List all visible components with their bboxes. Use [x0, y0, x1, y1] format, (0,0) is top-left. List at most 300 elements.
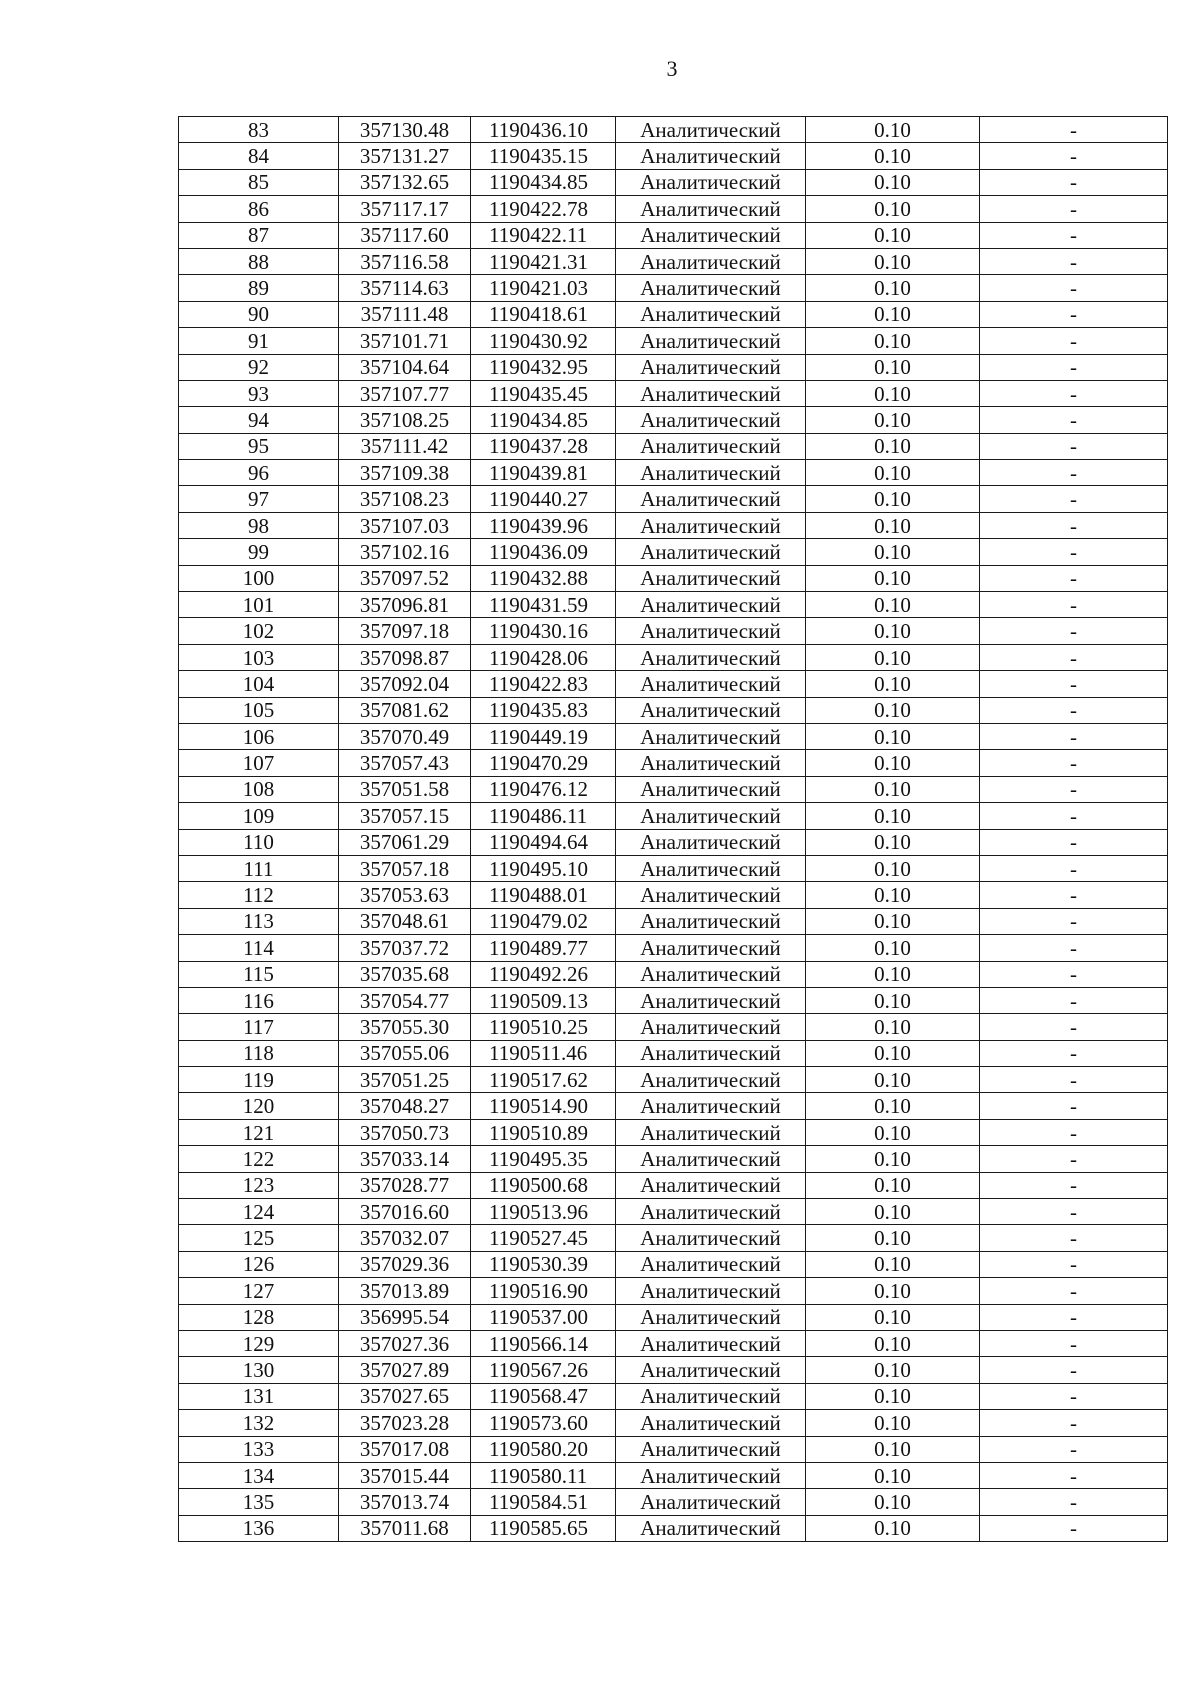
cell-point-number: 98 [179, 512, 339, 538]
cell-method: Аналитический [616, 196, 806, 222]
cell-coord-x: 357098.87 [339, 644, 471, 670]
cell-point-number: 115 [179, 961, 339, 987]
cell-note: - [980, 1278, 1168, 1304]
cell-coord-x: 357111.42 [339, 433, 471, 459]
cell-coord-y: 1190511.46 [471, 1040, 616, 1066]
cell-accuracy: 0.10 [806, 407, 980, 433]
cell-point-number: 134 [179, 1462, 339, 1488]
cell-coord-y: 1190436.10 [471, 117, 616, 143]
cell-coord-x: 357032.07 [339, 1225, 471, 1251]
cell-coord-x: 357096.81 [339, 592, 471, 618]
cell-coord-y: 1190580.20 [471, 1436, 616, 1462]
cell-method: Аналитический [616, 1489, 806, 1515]
cell-coord-x: 357108.25 [339, 407, 471, 433]
cell-accuracy: 0.10 [806, 671, 980, 697]
cell-accuracy: 0.10 [806, 565, 980, 591]
cell-method: Аналитический [616, 697, 806, 723]
cell-point-number: 131 [179, 1383, 339, 1409]
cell-coord-y: 1190434.85 [471, 407, 616, 433]
table-row [179, 987, 1168, 1013]
cell-note: - [980, 1093, 1168, 1119]
coordinates-table [178, 116, 1168, 1542]
table-row [179, 592, 1168, 618]
cell-coord-y: 1190514.90 [471, 1093, 616, 1119]
cell-note: - [980, 908, 1168, 934]
cell-coord-x: 357028.77 [339, 1172, 471, 1198]
cell-coord-y: 1190527.45 [471, 1225, 616, 1251]
cell-method: Аналитический [616, 723, 806, 749]
cell-note: - [980, 486, 1168, 512]
table-row [179, 671, 1168, 697]
table-row [179, 1436, 1168, 1462]
cell-accuracy: 0.10 [806, 855, 980, 881]
cell-coord-y: 1190434.85 [471, 169, 616, 195]
cell-accuracy: 0.10 [806, 750, 980, 776]
cell-accuracy: 0.10 [806, 1146, 980, 1172]
cell-accuracy: 0.10 [806, 117, 980, 143]
table-row [179, 1462, 1168, 1488]
cell-coord-y: 1190435.15 [471, 143, 616, 169]
cell-coord-x: 357107.03 [339, 512, 471, 538]
table-row [179, 1515, 1168, 1541]
cell-coord-y: 1190584.51 [471, 1489, 616, 1515]
cell-coord-y: 1190517.62 [471, 1067, 616, 1093]
cell-accuracy: 0.10 [806, 1199, 980, 1225]
cell-method: Аналитический [616, 987, 806, 1013]
cell-note: - [980, 1172, 1168, 1198]
cell-accuracy: 0.10 [806, 275, 980, 301]
cell-accuracy: 0.10 [806, 248, 980, 274]
table-row [179, 961, 1168, 987]
cell-coord-y: 1190439.96 [471, 512, 616, 538]
cell-note: - [980, 1199, 1168, 1225]
table-row [179, 1489, 1168, 1515]
cell-method: Аналитический [616, 1515, 806, 1541]
cell-coord-x: 357015.44 [339, 1462, 471, 1488]
cell-coord-x: 357111.48 [339, 301, 471, 327]
cell-method: Аналитический [616, 512, 806, 538]
cell-accuracy: 0.10 [806, 169, 980, 195]
cell-note: - [980, 829, 1168, 855]
table-row [179, 697, 1168, 723]
table-row [179, 222, 1168, 248]
cell-coord-y: 1190428.06 [471, 644, 616, 670]
cell-method: Аналитический [616, 1225, 806, 1251]
cell-coord-y: 1190430.16 [471, 618, 616, 644]
cell-coord-x: 357027.89 [339, 1357, 471, 1383]
cell-accuracy: 0.10 [806, 433, 980, 459]
cell-accuracy: 0.10 [806, 644, 980, 670]
cell-note: - [980, 196, 1168, 222]
table-row [179, 829, 1168, 855]
cell-note: - [980, 1014, 1168, 1040]
cell-coord-x: 357130.48 [339, 117, 471, 143]
table-row [179, 1199, 1168, 1225]
cell-note: - [980, 328, 1168, 354]
table-row [179, 354, 1168, 380]
cell-point-number: 128 [179, 1304, 339, 1330]
cell-accuracy: 0.10 [806, 143, 980, 169]
cell-point-number: 135 [179, 1489, 339, 1515]
cell-note: - [980, 987, 1168, 1013]
cell-note: - [980, 1067, 1168, 1093]
cell-coord-x: 357035.68 [339, 961, 471, 987]
cell-coord-x: 357057.15 [339, 803, 471, 829]
cell-coord-x: 357027.36 [339, 1330, 471, 1356]
cell-method: Аналитический [616, 935, 806, 961]
cell-method: Аналитический [616, 143, 806, 169]
cell-coord-y: 1190432.88 [471, 565, 616, 591]
cell-method: Аналитический [616, 1410, 806, 1436]
cell-coord-x: 357117.60 [339, 222, 471, 248]
cell-coord-x: 357070.49 [339, 723, 471, 749]
cell-method: Аналитический [616, 565, 806, 591]
cell-coord-x: 357054.77 [339, 987, 471, 1013]
table-row [179, 460, 1168, 486]
cell-note: - [980, 1489, 1168, 1515]
table-row [179, 407, 1168, 433]
cell-accuracy: 0.10 [806, 1357, 980, 1383]
cell-point-number: 113 [179, 908, 339, 934]
cell-point-number: 132 [179, 1410, 339, 1436]
cell-coord-y: 1190509.13 [471, 987, 616, 1013]
cell-coord-y: 1190567.26 [471, 1357, 616, 1383]
table-row [179, 275, 1168, 301]
cell-method: Аналитический [616, 750, 806, 776]
table-row [179, 539, 1168, 565]
cell-point-number: 89 [179, 275, 339, 301]
cell-coord-x: 357029.36 [339, 1251, 471, 1277]
cell-note: - [980, 565, 1168, 591]
cell-note: - [980, 301, 1168, 327]
cell-note: - [980, 961, 1168, 987]
cell-coord-x: 357061.29 [339, 829, 471, 855]
cell-method: Аналитический [616, 855, 806, 881]
cell-point-number: 119 [179, 1067, 339, 1093]
cell-method: Аналитический [616, 908, 806, 934]
cell-accuracy: 0.10 [806, 935, 980, 961]
cell-note: - [980, 1146, 1168, 1172]
cell-coord-x: 357033.14 [339, 1146, 471, 1172]
cell-method: Аналитический [616, 1330, 806, 1356]
cell-note: - [980, 1383, 1168, 1409]
table-row [179, 1014, 1168, 1040]
cell-coord-y: 1190486.11 [471, 803, 616, 829]
table-row [179, 328, 1168, 354]
cell-note: - [980, 750, 1168, 776]
cell-coord-y: 1190430.92 [471, 328, 616, 354]
cell-method: Аналитический [616, 1172, 806, 1198]
table-row [179, 1093, 1168, 1119]
cell-coord-y: 1190422.11 [471, 222, 616, 248]
cell-point-number: 133 [179, 1436, 339, 1462]
cell-coord-x: 357013.89 [339, 1278, 471, 1304]
cell-point-number: 106 [179, 723, 339, 749]
cell-note: - [980, 380, 1168, 406]
cell-point-number: 88 [179, 248, 339, 274]
cell-coord-y: 1190436.09 [471, 539, 616, 565]
cell-accuracy: 0.10 [806, 723, 980, 749]
cell-coord-y: 1190488.01 [471, 882, 616, 908]
cell-accuracy: 0.10 [806, 1304, 980, 1330]
cell-coord-y: 1190495.10 [471, 855, 616, 881]
table-row [179, 803, 1168, 829]
cell-method: Аналитический [616, 486, 806, 512]
cell-coord-y: 1190421.03 [471, 275, 616, 301]
cell-coord-x: 357048.61 [339, 908, 471, 934]
cell-accuracy: 0.10 [806, 1040, 980, 1066]
cell-coord-y: 1190421.31 [471, 248, 616, 274]
cell-note: - [980, 671, 1168, 697]
table-row [179, 433, 1168, 459]
cell-accuracy: 0.10 [806, 829, 980, 855]
cell-accuracy: 0.10 [806, 1014, 980, 1040]
cell-coord-x: 357013.74 [339, 1489, 471, 1515]
cell-point-number: 95 [179, 433, 339, 459]
table-row [179, 1278, 1168, 1304]
cell-point-number: 107 [179, 750, 339, 776]
cell-coord-y: 1190585.65 [471, 1515, 616, 1541]
cell-method: Аналитический [616, 248, 806, 274]
cell-method: Аналитический [616, 1093, 806, 1119]
cell-method: Аналитический [616, 618, 806, 644]
cell-accuracy: 0.10 [806, 486, 980, 512]
cell-accuracy: 0.10 [806, 1067, 980, 1093]
table-row [179, 1225, 1168, 1251]
cell-coord-y: 1190432.95 [471, 354, 616, 380]
table-row [179, 1067, 1168, 1093]
cell-coord-x: 357057.18 [339, 855, 471, 881]
table-row [179, 776, 1168, 802]
cell-note: - [980, 1436, 1168, 1462]
cell-coord-x: 357102.16 [339, 539, 471, 565]
cell-note: - [980, 776, 1168, 802]
table-row [179, 380, 1168, 406]
cell-point-number: 96 [179, 460, 339, 486]
cell-point-number: 136 [179, 1515, 339, 1541]
cell-coord-y: 1190422.78 [471, 196, 616, 222]
cell-method: Аналитический [616, 380, 806, 406]
cell-method: Аналитический [616, 776, 806, 802]
cell-accuracy: 0.10 [806, 1383, 980, 1409]
cell-coord-x: 357109.38 [339, 460, 471, 486]
cell-accuracy: 0.10 [806, 1093, 980, 1119]
cell-coord-y: 1190431.59 [471, 592, 616, 618]
cell-coord-x: 357055.30 [339, 1014, 471, 1040]
cell-point-number: 84 [179, 143, 339, 169]
cell-point-number: 117 [179, 1014, 339, 1040]
cell-note: - [980, 1040, 1168, 1066]
cell-coord-x: 357132.65 [339, 169, 471, 195]
cell-coord-x: 357037.72 [339, 935, 471, 961]
cell-note: - [980, 935, 1168, 961]
cell-note: - [980, 1410, 1168, 1436]
cell-point-number: 87 [179, 222, 339, 248]
cell-note: - [980, 1515, 1168, 1541]
coordinates-table-body [179, 117, 1168, 1542]
cell-note: - [980, 222, 1168, 248]
cell-coord-y: 1190435.45 [471, 380, 616, 406]
cell-accuracy: 0.10 [806, 1251, 980, 1277]
cell-method: Аналитический [616, 671, 806, 697]
cell-note: - [980, 1251, 1168, 1277]
cell-point-number: 118 [179, 1040, 339, 1066]
cell-method: Аналитический [616, 1278, 806, 1304]
cell-accuracy: 0.10 [806, 1462, 980, 1488]
cell-point-number: 103 [179, 644, 339, 670]
cell-coord-x: 356995.54 [339, 1304, 471, 1330]
cell-point-number: 116 [179, 987, 339, 1013]
table-row [179, 1040, 1168, 1066]
page-number: 3 [666, 56, 678, 81]
cell-note: - [980, 618, 1168, 644]
cell-point-number: 126 [179, 1251, 339, 1277]
cell-point-number: 108 [179, 776, 339, 802]
table-row [179, 618, 1168, 644]
table-row [179, 1330, 1168, 1356]
cell-note: - [980, 169, 1168, 195]
cell-coord-x: 357057.43 [339, 750, 471, 776]
cell-method: Аналитический [616, 1119, 806, 1145]
table-row [179, 143, 1168, 169]
cell-method: Аналитический [616, 407, 806, 433]
cell-coord-y: 1190439.81 [471, 460, 616, 486]
table-row [179, 196, 1168, 222]
cell-method: Аналитический [616, 1067, 806, 1093]
cell-note: - [980, 248, 1168, 274]
cell-accuracy: 0.10 [806, 1119, 980, 1145]
cell-coord-y: 1190566.14 [471, 1330, 616, 1356]
cell-point-number: 104 [179, 671, 339, 697]
cell-accuracy: 0.10 [806, 882, 980, 908]
table-row [179, 486, 1168, 512]
cell-method: Аналитический [616, 169, 806, 195]
cell-accuracy: 0.10 [806, 328, 980, 354]
cell-coord-y: 1190530.39 [471, 1251, 616, 1277]
cell-accuracy: 0.10 [806, 1515, 980, 1541]
cell-accuracy: 0.10 [806, 222, 980, 248]
cell-note: - [980, 407, 1168, 433]
cell-coord-x: 357081.62 [339, 697, 471, 723]
cell-method: Аналитический [616, 1304, 806, 1330]
cell-point-number: 93 [179, 380, 339, 406]
cell-note: - [980, 697, 1168, 723]
cell-note: - [980, 460, 1168, 486]
table-row [179, 644, 1168, 670]
cell-accuracy: 0.10 [806, 987, 980, 1013]
cell-coord-x: 357048.27 [339, 1093, 471, 1119]
cell-coord-y: 1190537.00 [471, 1304, 616, 1330]
cell-note: - [980, 1225, 1168, 1251]
cell-coord-y: 1190479.02 [471, 908, 616, 934]
cell-note: - [980, 1330, 1168, 1356]
cell-coord-x: 357101.71 [339, 328, 471, 354]
cell-method: Аналитический [616, 539, 806, 565]
cell-accuracy: 0.10 [806, 1489, 980, 1515]
cell-point-number: 92 [179, 354, 339, 380]
cell-point-number: 100 [179, 565, 339, 591]
cell-point-number: 83 [179, 117, 339, 143]
table-row [179, 855, 1168, 881]
cell-coord-x: 357023.28 [339, 1410, 471, 1436]
cell-accuracy: 0.10 [806, 539, 980, 565]
cell-point-number: 97 [179, 486, 339, 512]
cell-accuracy: 0.10 [806, 1330, 980, 1356]
cell-method: Аналитический [616, 460, 806, 486]
cell-coord-x: 357114.63 [339, 275, 471, 301]
cell-method: Аналитический [616, 301, 806, 327]
table-row [179, 750, 1168, 776]
cell-point-number: 99 [179, 539, 339, 565]
cell-coord-y: 1190418.61 [471, 301, 616, 327]
cell-coord-x: 357051.25 [339, 1067, 471, 1093]
cell-note: - [980, 882, 1168, 908]
cell-method: Аналитический [616, 354, 806, 380]
cell-point-number: 110 [179, 829, 339, 855]
cell-point-number: 120 [179, 1093, 339, 1119]
table-row [179, 1357, 1168, 1383]
table-row [179, 1119, 1168, 1145]
cell-method: Аналитический [616, 275, 806, 301]
cell-coord-x: 357117.17 [339, 196, 471, 222]
table-row [179, 512, 1168, 538]
cell-method: Аналитический [616, 1462, 806, 1488]
table-row [179, 1410, 1168, 1436]
cell-accuracy: 0.10 [806, 196, 980, 222]
table-row [179, 169, 1168, 195]
cell-coord-y: 1190513.96 [471, 1199, 616, 1225]
cell-accuracy: 0.10 [806, 380, 980, 406]
cell-point-number: 101 [179, 592, 339, 618]
cell-coord-y: 1190516.90 [471, 1278, 616, 1304]
cell-coord-y: 1190510.89 [471, 1119, 616, 1145]
cell-point-number: 91 [179, 328, 339, 354]
cell-method: Аналитический [616, 1146, 806, 1172]
cell-method: Аналитический [616, 117, 806, 143]
cell-coord-x: 357104.64 [339, 354, 471, 380]
cell-point-number: 112 [179, 882, 339, 908]
cell-note: - [980, 539, 1168, 565]
table-row [179, 301, 1168, 327]
cell-method: Аналитический [616, 328, 806, 354]
cell-note: - [980, 803, 1168, 829]
cell-accuracy: 0.10 [806, 1410, 980, 1436]
cell-accuracy: 0.10 [806, 354, 980, 380]
cell-coord-x: 357097.18 [339, 618, 471, 644]
cell-method: Аналитический [616, 882, 806, 908]
cell-accuracy: 0.10 [806, 301, 980, 327]
table-row [179, 1251, 1168, 1277]
cell-coord-x: 357053.63 [339, 882, 471, 908]
cell-method: Аналитический [616, 803, 806, 829]
table-row [179, 565, 1168, 591]
cell-note: - [980, 592, 1168, 618]
cell-point-number: 130 [179, 1357, 339, 1383]
cell-method: Аналитический [616, 222, 806, 248]
table-row [179, 908, 1168, 934]
cell-method: Аналитический [616, 1436, 806, 1462]
cell-note: - [980, 1357, 1168, 1383]
cell-note: - [980, 354, 1168, 380]
cell-accuracy: 0.10 [806, 776, 980, 802]
cell-point-number: 127 [179, 1278, 339, 1304]
cell-accuracy: 0.10 [806, 697, 980, 723]
cell-note: - [980, 723, 1168, 749]
cell-point-number: 111 [179, 855, 339, 881]
cell-accuracy: 0.10 [806, 512, 980, 538]
cell-accuracy: 0.10 [806, 1225, 980, 1251]
cell-coord-x: 357027.65 [339, 1383, 471, 1409]
